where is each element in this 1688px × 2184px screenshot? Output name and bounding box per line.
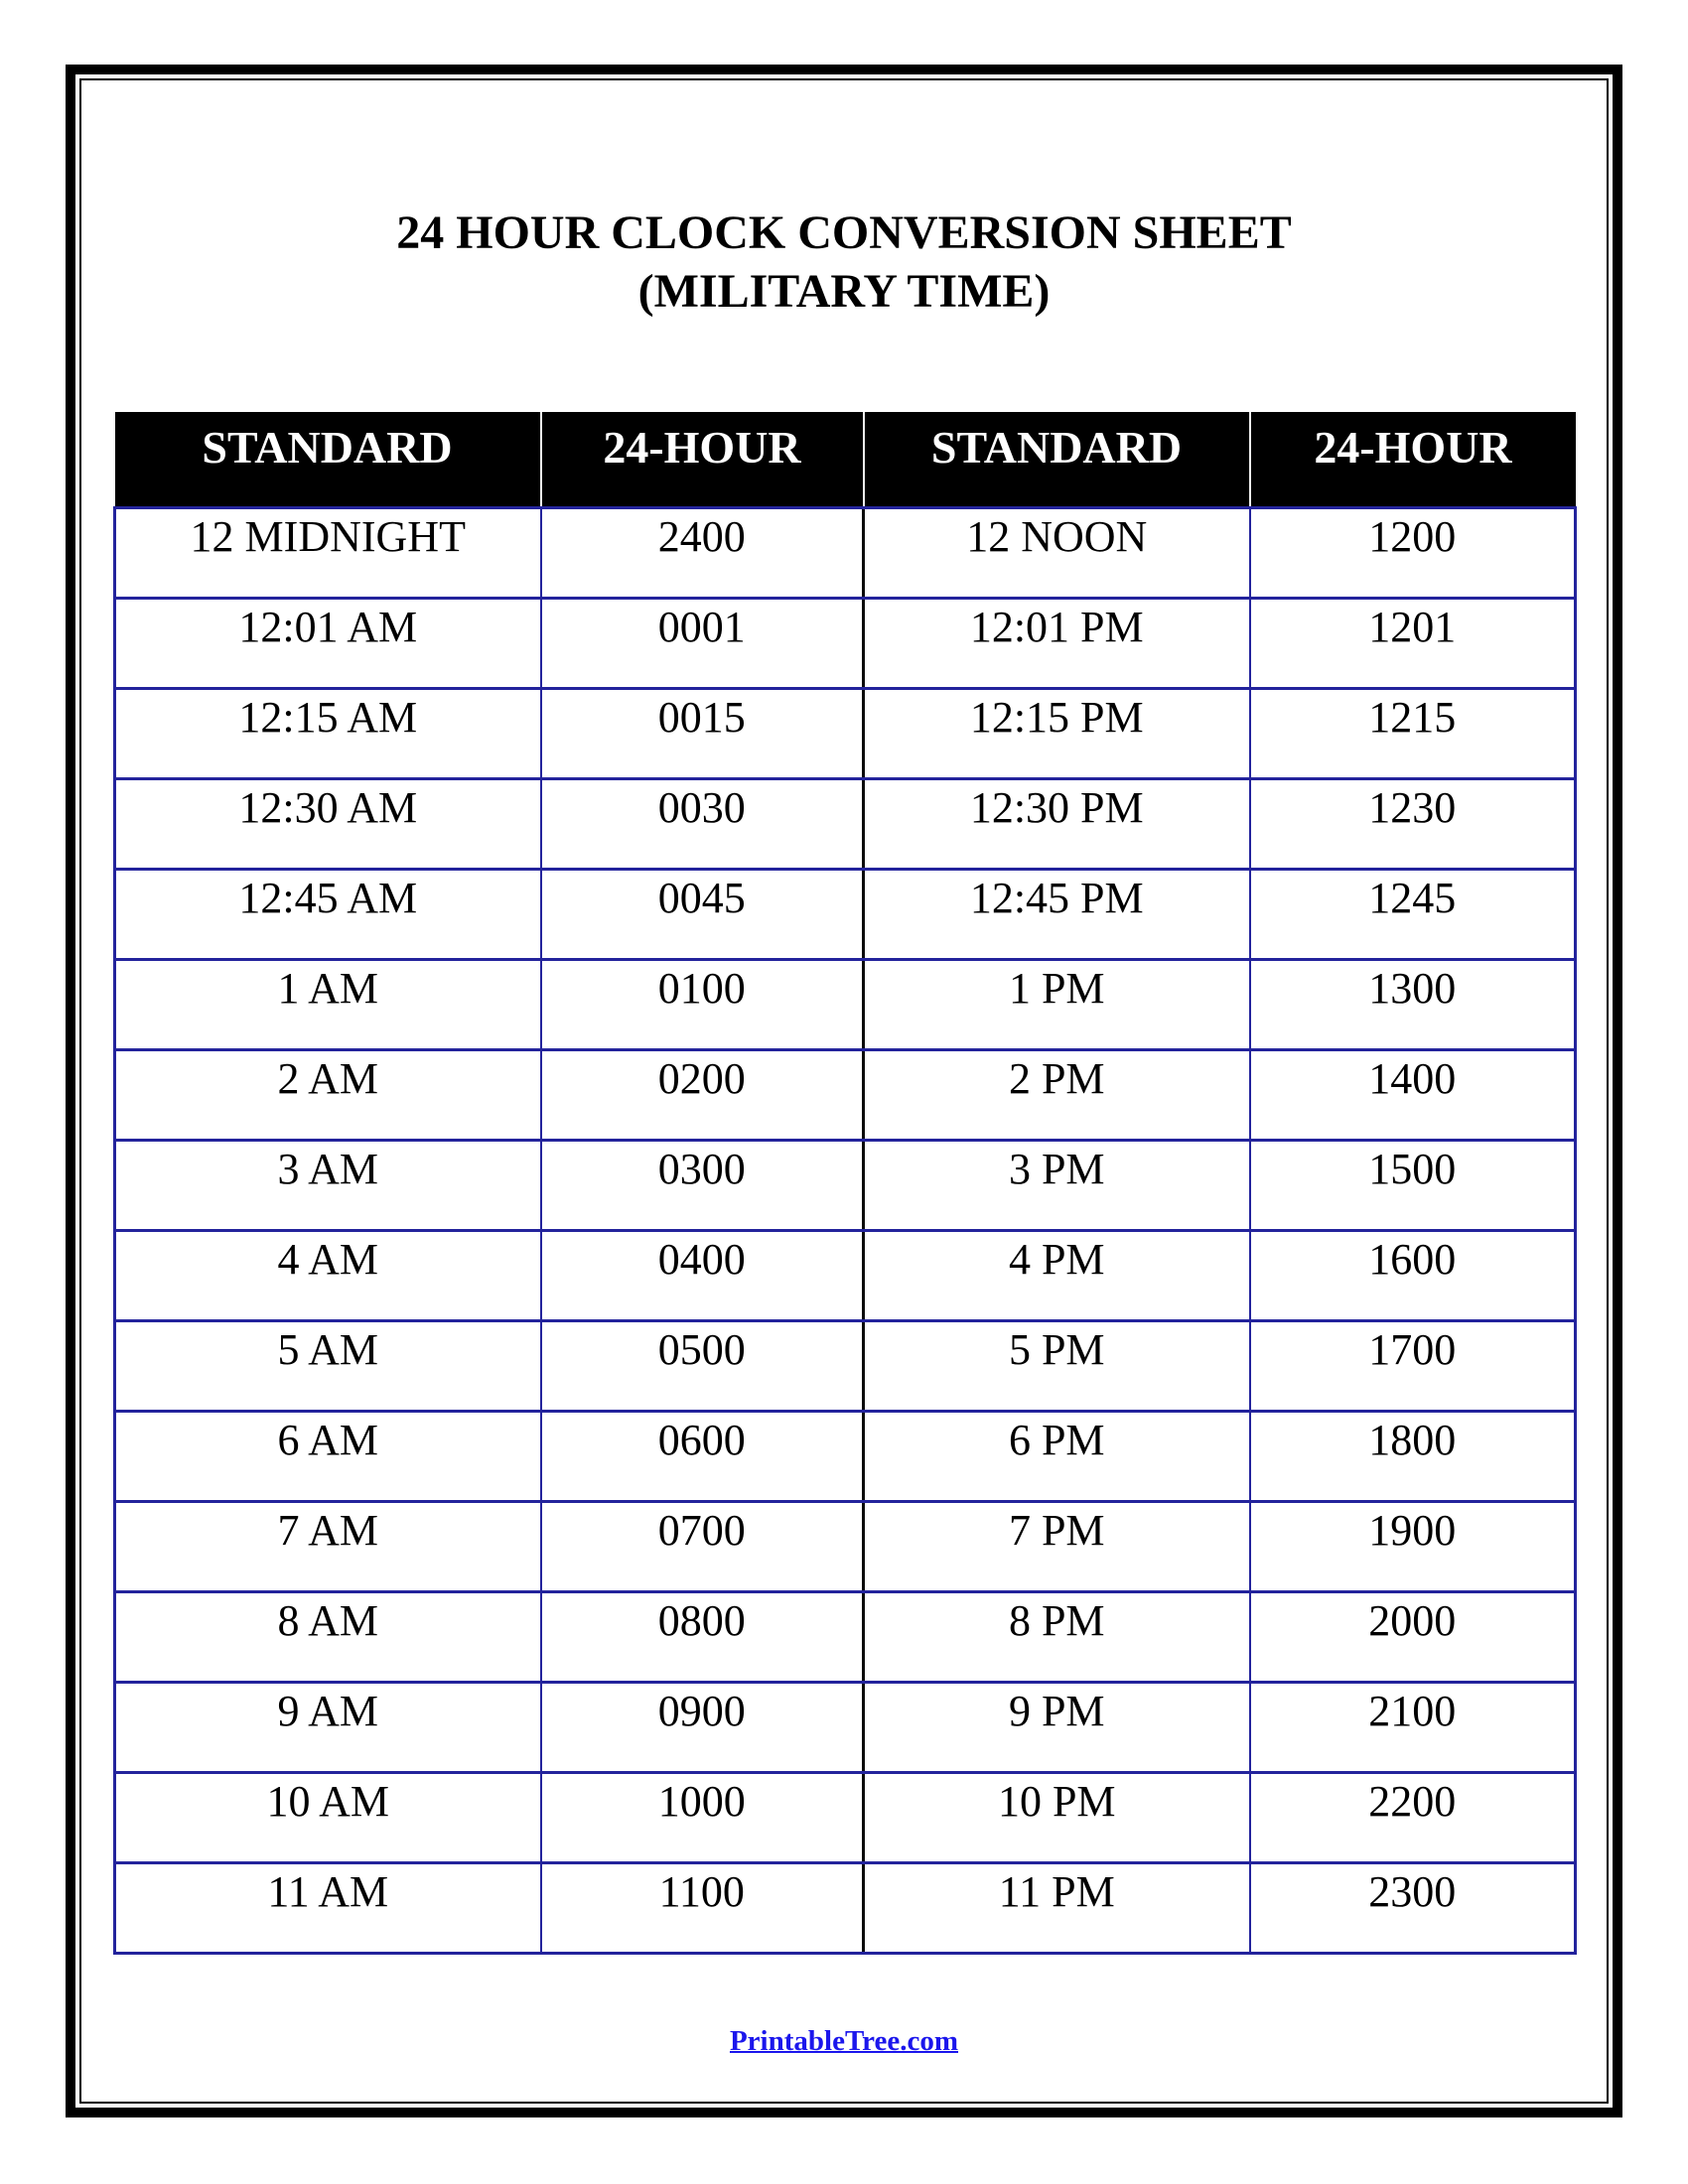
table-cell: 2000 (1250, 1592, 1576, 1683)
table-cell: 1230 (1250, 779, 1576, 870)
table-row (115, 1502, 1576, 1592)
table-cell: 0015 (541, 689, 864, 779)
table-row (115, 1592, 1576, 1683)
table-cell: 12:01 PM (864, 599, 1250, 689)
table-row (115, 689, 1576, 779)
table-cell: 0200 (541, 1050, 864, 1141)
table-cell: 6 PM (864, 1412, 1250, 1502)
table-cell: 1 AM (115, 960, 541, 1050)
table-header (115, 412, 1576, 508)
table-cell: 0100 (541, 960, 864, 1050)
table-row (115, 870, 1576, 960)
table-cell: 0600 (541, 1412, 864, 1502)
table-row (115, 1773, 1576, 1863)
table-cell: 2400 (541, 508, 864, 599)
table-cell: 1200 (1250, 508, 1576, 599)
table-cell: 9 PM (864, 1683, 1250, 1773)
table-cell: 2200 (1250, 1773, 1576, 1863)
footer (0, 2025, 1688, 2058)
table-cell: 1 PM (864, 960, 1250, 1050)
table-cell: 6 AM (115, 1412, 541, 1502)
table-cell: 1245 (1250, 870, 1576, 960)
table-row (115, 1321, 1576, 1412)
table-header-row (115, 412, 1576, 508)
table-cell: 1900 (1250, 1502, 1576, 1592)
table-cell: 12:15 PM (864, 689, 1250, 779)
table-cell: 4 AM (115, 1231, 541, 1321)
table-cell: 0001 (541, 599, 864, 689)
table-row (115, 1050, 1576, 1141)
page-title (0, 205, 1688, 321)
table-cell: 12 NOON (864, 508, 1250, 599)
table-cell: 1600 (1250, 1231, 1576, 1321)
table-cell: 12:15 AM (115, 689, 541, 779)
table-cell: 1300 (1250, 960, 1576, 1050)
table-row (115, 1231, 1576, 1321)
table-cell: 5 AM (115, 1321, 541, 1412)
table-row (115, 960, 1576, 1050)
table-cell: 12:45 AM (115, 870, 541, 960)
table-cell: 11 AM (115, 1863, 541, 1954)
table-cell: 1500 (1250, 1141, 1576, 1231)
table-cell: 2 AM (115, 1050, 541, 1141)
header-cell-24hour-right: 24-HOUR (1250, 412, 1576, 508)
footer-link[interactable]: PrintableTree.com (729, 2025, 959, 2057)
table-row (115, 508, 1576, 599)
table-cell: 1400 (1250, 1050, 1576, 1141)
table-cell: 3 AM (115, 1141, 541, 1231)
table-cell: 0900 (541, 1683, 864, 1773)
table-cell: 0700 (541, 1502, 864, 1592)
page-title-line1: 24 HOUR CLOCK CONVERSION SHEET (396, 206, 1292, 259)
table-cell: 2300 (1250, 1863, 1576, 1954)
table-cell: 2 PM (864, 1050, 1250, 1141)
table-cell: 12 MIDNIGHT (115, 508, 541, 599)
table-cell: 7 AM (115, 1502, 541, 1592)
table-cell: 12:01 AM (115, 599, 541, 689)
header-cell-standard-left: STANDARD (115, 412, 541, 508)
page-title-line2: (MILITARY TIME) (637, 264, 1051, 318)
table-row (115, 1141, 1576, 1231)
table-cell: 9 AM (115, 1683, 541, 1773)
table-cell: 8 AM (115, 1592, 541, 1683)
table-cell: 12:45 PM (864, 870, 1250, 960)
table-cell: 0030 (541, 779, 864, 870)
table-cell: 5 PM (864, 1321, 1250, 1412)
table-cell: 1215 (1250, 689, 1576, 779)
table-row (115, 1412, 1576, 1502)
header-cell-standard-right: STANDARD (864, 412, 1250, 508)
table-row (115, 779, 1576, 870)
table-cell: 12:30 PM (864, 779, 1250, 870)
table-cell: 11 PM (864, 1863, 1250, 1954)
table-cell: 3 PM (864, 1141, 1250, 1231)
table-row (115, 1683, 1576, 1773)
table-cell: 0500 (541, 1321, 864, 1412)
table-cell: 1800 (1250, 1412, 1576, 1502)
table-cell: 4 PM (864, 1231, 1250, 1321)
table-cell: 1100 (541, 1863, 864, 1954)
table-cell: 0300 (541, 1141, 864, 1231)
table-cell: 10 AM (115, 1773, 541, 1863)
table-cell: 0400 (541, 1231, 864, 1321)
table-cell: 1700 (1250, 1321, 1576, 1412)
table-cell: 8 PM (864, 1592, 1250, 1683)
table-cell: 1000 (541, 1773, 864, 1863)
table-cell: 12:30 AM (115, 779, 541, 870)
table-cell: 2100 (1250, 1683, 1576, 1773)
conversion-table (113, 412, 1577, 1955)
table-row (115, 599, 1576, 689)
header-cell-24hour-left: 24-HOUR (541, 412, 864, 508)
table-body (115, 508, 1576, 1954)
table-row (115, 1863, 1576, 1954)
table-cell: 7 PM (864, 1502, 1250, 1592)
table-cell: 10 PM (864, 1773, 1250, 1863)
table-cell: 0800 (541, 1592, 864, 1683)
table-cell: 1201 (1250, 599, 1576, 689)
table-cell: 0045 (541, 870, 864, 960)
